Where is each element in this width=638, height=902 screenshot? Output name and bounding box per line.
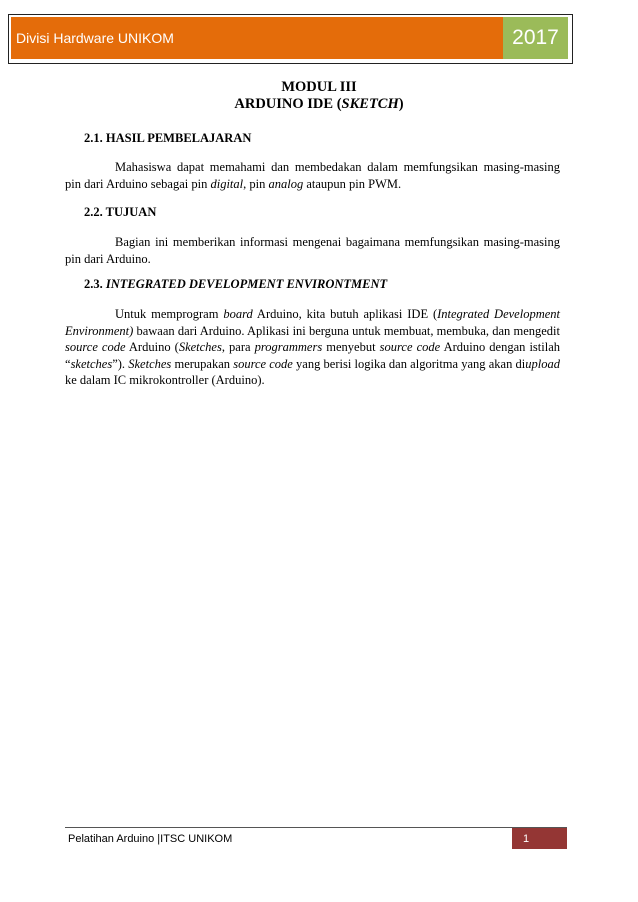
section-heading-hasil: 2.1. HASIL PEMBELAJARAN [84,131,252,145]
module-title: MODUL III [281,79,357,95]
section-paragraph-tujuan: Bagian ini memberikan informasi mengenai bagaimana memfungsikan masing-masing pin dari Arduino. [65,235,560,266]
section-heading-tujuan: 2.2. TUJUAN [84,205,157,219]
footer-rule [65,827,567,828]
footer-label: Pelatihan Arduino |ITSC UNIKOM [68,833,233,845]
header-year-banner [503,17,568,59]
header-division-label: Divisi Hardware UNIKOM [16,30,174,46]
page-number-badge [512,828,567,849]
section-paragraph-ide: Untuk memprogram board Arduino, kita butuh aplikasi IDE (Integrated Development Environment) bawaan dari Arduino. Aplikasi ini berguna untuk membuat, membuka, dan mengedit source code Arduino (Sketches, para programmers menyebut source code Arduino dengan istilah “sketches”). Sketches merupakan source code yang berisi logika dan algoritma yang akan diupload ke dalam IC mikrokontroller (Arduino). [65,307,561,388]
page-number: 1 [523,832,530,845]
section-heading-ide: 2.3. INTEGRATED DEVELOPMENT ENVIRONTMENT [84,277,388,291]
module-subtitle: ARDUINO IDE (SKETCH) [234,96,404,112]
header-division-banner [11,17,503,59]
section-paragraph-hasil: Mahasiswa dapat memahami dan membedakan dalam memfungsikan masing-masing pin dari Arduino sebagai pin digital, pin analog ataupun pin PWM. [65,160,560,191]
header-year-label: 2017 [512,26,559,49]
